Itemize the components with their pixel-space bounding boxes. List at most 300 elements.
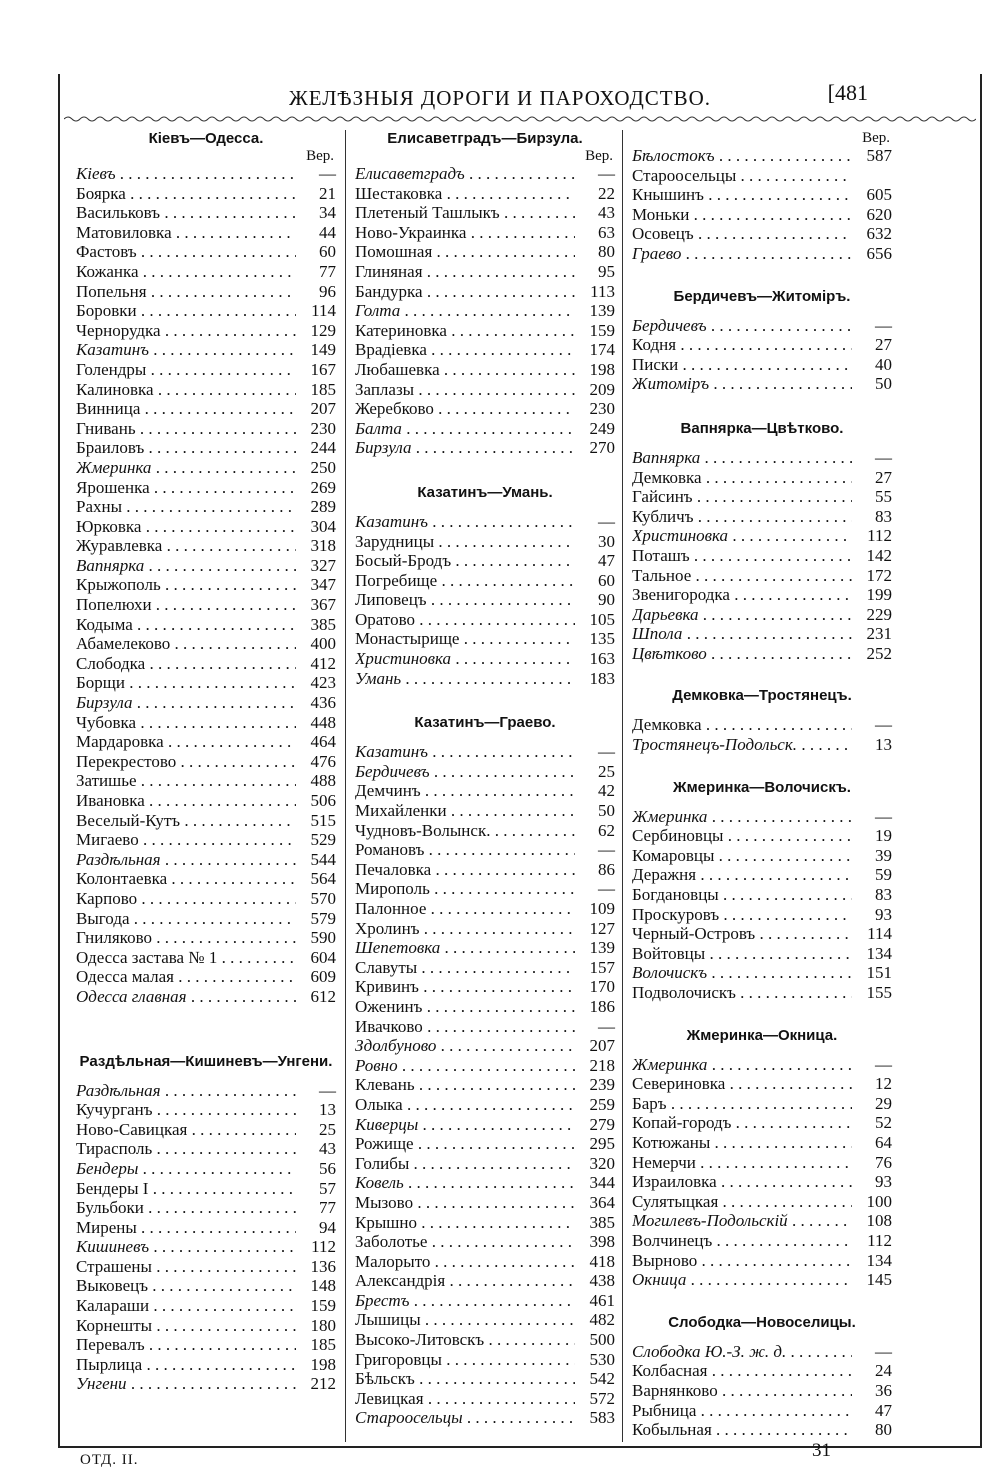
station-row bbox=[632, 374, 892, 394]
distance-versts: 114 bbox=[867, 924, 892, 944]
station-name: Мызово bbox=[355, 1192, 414, 1212]
station-name: Поташъ bbox=[632, 545, 690, 565]
distance-versts: 506 bbox=[310, 791, 336, 810]
station-name: Врадіевка bbox=[355, 340, 427, 360]
station-row bbox=[632, 963, 892, 983]
station-row bbox=[632, 924, 892, 944]
station-row bbox=[76, 1316, 336, 1336]
station-name: Чудновъ-Волынск. bbox=[355, 820, 491, 840]
station-name: Бендеры bbox=[76, 1158, 139, 1178]
distance-versts: 19 bbox=[875, 826, 892, 846]
station-name: Кнышинъ bbox=[632, 185, 704, 205]
station-name: Моньки bbox=[632, 204, 690, 224]
station-row bbox=[632, 1342, 892, 1362]
distance-versts: 252 bbox=[866, 643, 892, 663]
station-name: Кишиневъ bbox=[76, 1237, 150, 1257]
station-row bbox=[355, 301, 615, 321]
station-row bbox=[76, 1100, 336, 1120]
distance-versts: 44 bbox=[319, 222, 336, 242]
distance-versts: 229 bbox=[866, 604, 892, 624]
station-name: Корнешты bbox=[76, 1315, 153, 1335]
station-name: Демчинъ bbox=[355, 781, 421, 801]
station-row bbox=[632, 1153, 892, 1173]
station-row bbox=[632, 335, 892, 355]
distance-versts: 114 bbox=[311, 301, 336, 321]
station-name: Зарудницы bbox=[355, 531, 435, 551]
station-name: Балта bbox=[355, 418, 402, 438]
distance-versts: — bbox=[598, 742, 615, 762]
station-row bbox=[355, 821, 615, 841]
station-row bbox=[632, 1361, 892, 1381]
distance-versts: — bbox=[875, 1054, 892, 1074]
station-name: Житоміръ bbox=[632, 374, 710, 394]
distance-versts: 212 bbox=[310, 1374, 336, 1394]
station-name: Бердичевъ bbox=[355, 761, 430, 781]
distance-versts: 185 bbox=[310, 1335, 336, 1355]
page-number: [481 bbox=[827, 80, 868, 105]
distance-versts: 448 bbox=[310, 712, 336, 732]
station-name: Рожище bbox=[355, 1134, 414, 1154]
section-title: Жмеринка—Окница. bbox=[686, 1026, 838, 1044]
station-name: Брестъ bbox=[355, 1290, 410, 1310]
distance-versts: 609 bbox=[310, 967, 336, 987]
station-name: Плетеный Ташлыкъ bbox=[355, 203, 500, 223]
station-name: Попелюхи bbox=[76, 595, 152, 615]
distance-versts: 269 bbox=[310, 477, 336, 497]
station-row bbox=[355, 669, 615, 689]
footer-rule bbox=[58, 1446, 982, 1448]
distance-versts: 27 bbox=[875, 467, 892, 487]
distance-versts: — bbox=[598, 840, 615, 860]
station-row bbox=[76, 164, 336, 184]
distance-versts: 25 bbox=[319, 1119, 336, 1139]
station-name: Колонтаевка bbox=[76, 869, 168, 889]
distance-versts: 77 bbox=[319, 1198, 336, 1218]
distance-versts: 605 bbox=[866, 185, 892, 205]
distance-versts: 436 bbox=[310, 693, 336, 713]
station-name: Звенигородка bbox=[632, 585, 730, 605]
station-name: Шестаковка bbox=[355, 183, 443, 203]
distance-versts: 134 bbox=[866, 943, 892, 963]
distance-versts: — bbox=[598, 879, 615, 899]
station-name: Михайленки bbox=[355, 801, 447, 821]
distance-versts: 105 bbox=[589, 609, 615, 629]
station-name: Кожанка bbox=[76, 261, 139, 281]
station-row bbox=[632, 355, 892, 375]
station-name: Перевалъ bbox=[76, 1335, 145, 1355]
station-name: Александрія bbox=[355, 1271, 446, 1291]
station-row bbox=[76, 340, 336, 360]
station-name: Гайсинъ bbox=[632, 487, 693, 507]
distance-versts: 155 bbox=[866, 983, 892, 1002]
section-title: Бердичевъ—Житоміръ. bbox=[673, 287, 851, 305]
station-row bbox=[76, 869, 336, 889]
distance-versts: 42 bbox=[598, 781, 615, 801]
timetable-section bbox=[632, 420, 892, 664]
station-row bbox=[632, 1231, 892, 1251]
distance-versts: 344 bbox=[589, 1173, 615, 1193]
station-row bbox=[355, 532, 615, 552]
distance-versts: 57 bbox=[319, 1178, 336, 1198]
station-row bbox=[355, 997, 615, 1017]
station-row bbox=[355, 781, 615, 801]
station-row bbox=[76, 1237, 336, 1257]
station-row bbox=[76, 184, 336, 204]
station-row bbox=[355, 1252, 615, 1272]
distance-versts: 544 bbox=[310, 849, 336, 869]
station-name: Окница bbox=[632, 1270, 687, 1290]
station-name: Васильковъ bbox=[76, 203, 161, 223]
station-row bbox=[76, 321, 336, 341]
station-row bbox=[76, 1276, 336, 1296]
distance-versts: 209 bbox=[589, 379, 615, 399]
distance-versts: 250 bbox=[310, 457, 336, 477]
distance-versts: 63 bbox=[598, 222, 615, 242]
distance-versts: 482 bbox=[589, 1310, 615, 1330]
station-name: Абамелеково bbox=[76, 634, 171, 654]
station-row bbox=[76, 1355, 336, 1375]
station-name: Мардаровка bbox=[76, 732, 164, 752]
station-name: Немерчи bbox=[632, 1152, 696, 1172]
station-row bbox=[76, 478, 336, 498]
distance-versts: 149 bbox=[310, 340, 336, 360]
station-name: Сербиновцы bbox=[632, 826, 724, 846]
station-name: Мигаево bbox=[76, 830, 139, 850]
station-name: Тростянецъ-Подольск. bbox=[632, 735, 798, 755]
distance-versts: 295 bbox=[589, 1134, 615, 1154]
station-name: Копай-городъ bbox=[632, 1113, 732, 1133]
distance-versts: 656 bbox=[866, 243, 892, 263]
distance-versts: 632 bbox=[866, 224, 892, 244]
station-row bbox=[355, 629, 615, 649]
station-name: Григоровцы bbox=[355, 1349, 442, 1369]
section-title: Елисаветградъ—Бирзула. bbox=[387, 130, 583, 147]
distance-versts: 50 bbox=[598, 801, 615, 821]
station-name: Осовецъ bbox=[632, 224, 694, 244]
timetable-section bbox=[632, 130, 892, 264]
station-row bbox=[632, 585, 892, 605]
distance-versts: 30 bbox=[598, 531, 615, 551]
station-name: Жмеринка bbox=[632, 806, 708, 826]
station-name: Цвѣтково bbox=[632, 643, 707, 663]
station-name: Олыка bbox=[355, 1094, 403, 1114]
station-row bbox=[76, 360, 336, 380]
station-name: Попельня bbox=[76, 281, 147, 301]
station-name: Сулятыцкая bbox=[632, 1191, 719, 1211]
distance-versts: 320 bbox=[589, 1153, 615, 1173]
station-name: Славуты bbox=[355, 957, 418, 977]
station-name: Шепетовка bbox=[355, 938, 441, 958]
station-name: Черный-Островъ bbox=[632, 924, 756, 944]
station-row bbox=[632, 983, 892, 1003]
distance-versts: 86 bbox=[598, 859, 615, 879]
distance-versts: 570 bbox=[310, 888, 336, 908]
station-name: Калиновка bbox=[76, 379, 154, 399]
station-name: Севериновка bbox=[632, 1074, 726, 1094]
distance-versts: 172 bbox=[866, 565, 892, 585]
station-name: Войтовцы bbox=[632, 943, 706, 963]
station-row bbox=[355, 1330, 615, 1350]
station-row bbox=[632, 624, 892, 644]
distance-versts: 43 bbox=[598, 203, 615, 223]
distance-versts: 109 bbox=[589, 899, 615, 918]
station-name: Карпово bbox=[76, 888, 138, 908]
distance-versts: 180 bbox=[310, 1315, 336, 1335]
distance-versts: 530 bbox=[589, 1349, 615, 1369]
distance-versts: — bbox=[319, 164, 336, 183]
distance-versts: 127 bbox=[589, 918, 615, 938]
station-row bbox=[632, 644, 892, 664]
station-name: Одесса застава № 1 bbox=[76, 947, 218, 967]
distance-versts: 231 bbox=[866, 624, 892, 644]
station-name: Мирополь bbox=[355, 879, 430, 899]
station-name: Гнивань bbox=[76, 418, 136, 438]
station-name: Одесса главная bbox=[76, 986, 187, 1006]
distance-versts: 64 bbox=[875, 1132, 892, 1152]
station-name: Крышно bbox=[355, 1212, 417, 1232]
station-row bbox=[76, 1159, 336, 1179]
distance-versts: 94 bbox=[319, 1217, 336, 1237]
station-name: Голендры bbox=[76, 359, 147, 379]
station-name: Христиновка bbox=[632, 526, 729, 546]
station-row bbox=[76, 791, 336, 811]
distance-versts: 304 bbox=[310, 516, 336, 536]
station-row bbox=[76, 242, 336, 262]
station-row bbox=[355, 860, 615, 880]
station-row bbox=[355, 1408, 615, 1428]
station-row bbox=[632, 735, 892, 755]
station-row bbox=[355, 203, 615, 223]
distance-versts: 183 bbox=[589, 668, 615, 688]
station-row bbox=[76, 262, 336, 282]
station-name: Демковка bbox=[632, 715, 702, 735]
station-row bbox=[355, 282, 615, 302]
section-title: Казатинъ—Умань. bbox=[417, 483, 553, 501]
distance-versts: 93 bbox=[875, 904, 892, 924]
distance-versts: 60 bbox=[598, 570, 615, 590]
station-name: Демковка bbox=[632, 467, 702, 487]
station-row bbox=[632, 487, 892, 507]
distance-versts: 96 bbox=[319, 281, 336, 301]
station-row bbox=[355, 184, 615, 204]
timetable-section bbox=[76, 130, 336, 1007]
station-row bbox=[355, 742, 615, 762]
station-row bbox=[632, 205, 892, 225]
distance-versts: — bbox=[875, 447, 892, 467]
station-row bbox=[76, 1120, 336, 1140]
station-row bbox=[76, 438, 336, 458]
station-row bbox=[355, 1271, 615, 1291]
station-row bbox=[355, 512, 615, 532]
station-name: Писки bbox=[632, 354, 679, 374]
distance-versts: 199 bbox=[866, 585, 892, 605]
distance-versts: 80 bbox=[598, 242, 615, 262]
station-row bbox=[632, 244, 892, 264]
distance-versts: 564 bbox=[310, 869, 336, 889]
distance-versts: 279 bbox=[589, 1114, 615, 1134]
station-row bbox=[632, 566, 892, 586]
station-name: Вырново bbox=[632, 1250, 698, 1270]
station-row bbox=[355, 919, 615, 939]
distance-versts: — bbox=[598, 164, 615, 183]
distance-versts: 21 bbox=[319, 183, 336, 203]
distance-versts: 185 bbox=[310, 379, 336, 399]
station-name: Лышицы bbox=[355, 1310, 421, 1330]
distance-versts: 148 bbox=[310, 1276, 336, 1296]
distance-versts: 230 bbox=[589, 399, 615, 419]
station-row bbox=[632, 1094, 892, 1114]
station-row bbox=[632, 944, 892, 964]
station-row bbox=[76, 419, 336, 439]
station-name: Фастовъ bbox=[76, 242, 137, 262]
station-row bbox=[632, 1192, 892, 1212]
timetable-section bbox=[632, 288, 892, 394]
station-name: Могилевъ-Подольскій bbox=[632, 1211, 788, 1231]
station-name: Христиновка bbox=[355, 649, 452, 669]
distance-versts: 22 bbox=[598, 183, 615, 203]
column-2 bbox=[355, 130, 615, 1428]
station-name: Кодыма bbox=[76, 614, 133, 634]
distance-versts: 43 bbox=[319, 1139, 336, 1159]
station-row bbox=[632, 1420, 892, 1440]
station-name: Шпола bbox=[632, 624, 683, 644]
distance-versts: 142 bbox=[866, 545, 892, 565]
station-name: Граево bbox=[632, 243, 682, 263]
station-name: Волочискъ bbox=[632, 963, 708, 983]
wavy-rule bbox=[64, 114, 976, 124]
station-row bbox=[355, 801, 615, 821]
station-name: Юрковка bbox=[76, 516, 142, 536]
station-row bbox=[76, 1081, 336, 1101]
distance-versts: 90 bbox=[598, 590, 615, 610]
station-row bbox=[355, 840, 615, 860]
station-row bbox=[355, 1350, 615, 1370]
distance-versts: 29 bbox=[875, 1093, 892, 1113]
station-name: Варнянково bbox=[632, 1380, 718, 1400]
station-row bbox=[355, 649, 615, 669]
distance-versts: 139 bbox=[589, 938, 615, 958]
distance-versts: 40 bbox=[875, 354, 892, 374]
station-name: Кривинъ bbox=[355, 977, 419, 997]
page-title: ЖЕЛѢЗНЫЯ ДОРОГИ И ПАРОХОДСТВО. bbox=[288, 86, 712, 110]
station-name: Бирзула bbox=[76, 693, 133, 713]
station-name: Помошная bbox=[355, 242, 433, 262]
station-row bbox=[355, 1017, 615, 1037]
station-row bbox=[76, 850, 336, 870]
station-name: Босый-Бродъ bbox=[355, 551, 452, 571]
distance-versts: 587 bbox=[866, 146, 892, 165]
station-row bbox=[76, 1374, 336, 1394]
distance-versts: 24 bbox=[875, 1361, 892, 1381]
distance-versts: 464 bbox=[310, 732, 336, 752]
distance-versts: — bbox=[875, 806, 892, 826]
station-name: Катериновка bbox=[355, 320, 447, 340]
station-name: Унгени bbox=[76, 1374, 127, 1394]
section-title: Кіевъ—Одесса. bbox=[148, 130, 264, 147]
station-name: Монастырище bbox=[355, 629, 460, 649]
station-row bbox=[76, 948, 336, 968]
station-row bbox=[76, 771, 336, 791]
station-row bbox=[355, 399, 615, 419]
station-row bbox=[355, 340, 615, 360]
station-row bbox=[632, 865, 892, 885]
station-row bbox=[632, 166, 892, 186]
station-row bbox=[76, 1335, 336, 1355]
station-name: Казатинъ bbox=[355, 742, 428, 762]
station-row bbox=[632, 146, 892, 166]
station-row bbox=[632, 1133, 892, 1153]
station-name: Матовиловка bbox=[76, 222, 172, 242]
station-name: Веселый-Кутъ bbox=[76, 810, 181, 830]
station-name: Ярошенка bbox=[76, 477, 150, 497]
station-row bbox=[632, 1251, 892, 1271]
station-name: Котюжаны bbox=[632, 1132, 711, 1152]
station-name: Боярка bbox=[76, 183, 126, 203]
station-row bbox=[355, 551, 615, 571]
station-name: Тирасполь bbox=[76, 1139, 153, 1159]
distance-versts: 25 bbox=[598, 761, 615, 781]
station-name: Любашевка bbox=[355, 359, 440, 379]
station-name: Вапнярка bbox=[76, 555, 145, 575]
station-row bbox=[355, 1369, 615, 1389]
station-name: Вапнярка bbox=[632, 447, 701, 467]
station-row bbox=[355, 262, 615, 282]
column-1 bbox=[76, 130, 336, 1394]
distance-versts: 108 bbox=[866, 1211, 892, 1231]
station-name: Голибы bbox=[355, 1153, 410, 1173]
station-name: Заплазы bbox=[355, 379, 415, 399]
distance-versts: 461 bbox=[589, 1290, 615, 1310]
distance-versts: 34 bbox=[319, 203, 336, 223]
station-name: Бердичевъ bbox=[632, 315, 707, 335]
distance-versts: 95 bbox=[598, 261, 615, 281]
station-name: Мирены bbox=[76, 1217, 137, 1237]
distance-versts: 139 bbox=[589, 301, 615, 321]
distance-versts: 385 bbox=[310, 614, 336, 634]
distance-versts: 100 bbox=[866, 1191, 892, 1211]
station-row bbox=[76, 987, 336, 1007]
station-row bbox=[632, 1113, 892, 1133]
station-name: Киверцы bbox=[355, 1114, 419, 1134]
station-name: Раздѣльная bbox=[76, 849, 161, 869]
station-name: Погребище bbox=[355, 570, 438, 590]
distance-versts: 159 bbox=[310, 1296, 336, 1316]
distance-versts: 398 bbox=[589, 1232, 615, 1252]
station-name: Бендеры I bbox=[76, 1178, 149, 1198]
distance-versts: 367 bbox=[310, 595, 336, 615]
distance-versts: 27 bbox=[875, 335, 892, 355]
station-row bbox=[632, 468, 892, 488]
station-name: Чернорудка bbox=[76, 320, 161, 340]
versts-header: Вер. bbox=[306, 148, 334, 164]
station-name: Борщи bbox=[76, 673, 125, 693]
station-name: Малорыто bbox=[355, 1251, 431, 1271]
station-row bbox=[76, 399, 336, 419]
station-name: Кубличъ bbox=[632, 506, 694, 526]
station-name: Голта bbox=[355, 301, 401, 321]
station-row bbox=[355, 1389, 615, 1409]
station-name: Деражня bbox=[632, 865, 697, 885]
station-name: Пырлица bbox=[76, 1354, 143, 1374]
column-divider bbox=[622, 130, 623, 1442]
station-name: Клевань bbox=[355, 1075, 415, 1095]
distance-versts: 412 bbox=[310, 653, 336, 673]
distance-versts: — bbox=[875, 1341, 892, 1361]
timetable-section bbox=[632, 687, 892, 754]
station-row bbox=[355, 762, 615, 782]
station-row bbox=[632, 448, 892, 468]
distance-versts: 12 bbox=[875, 1074, 892, 1094]
